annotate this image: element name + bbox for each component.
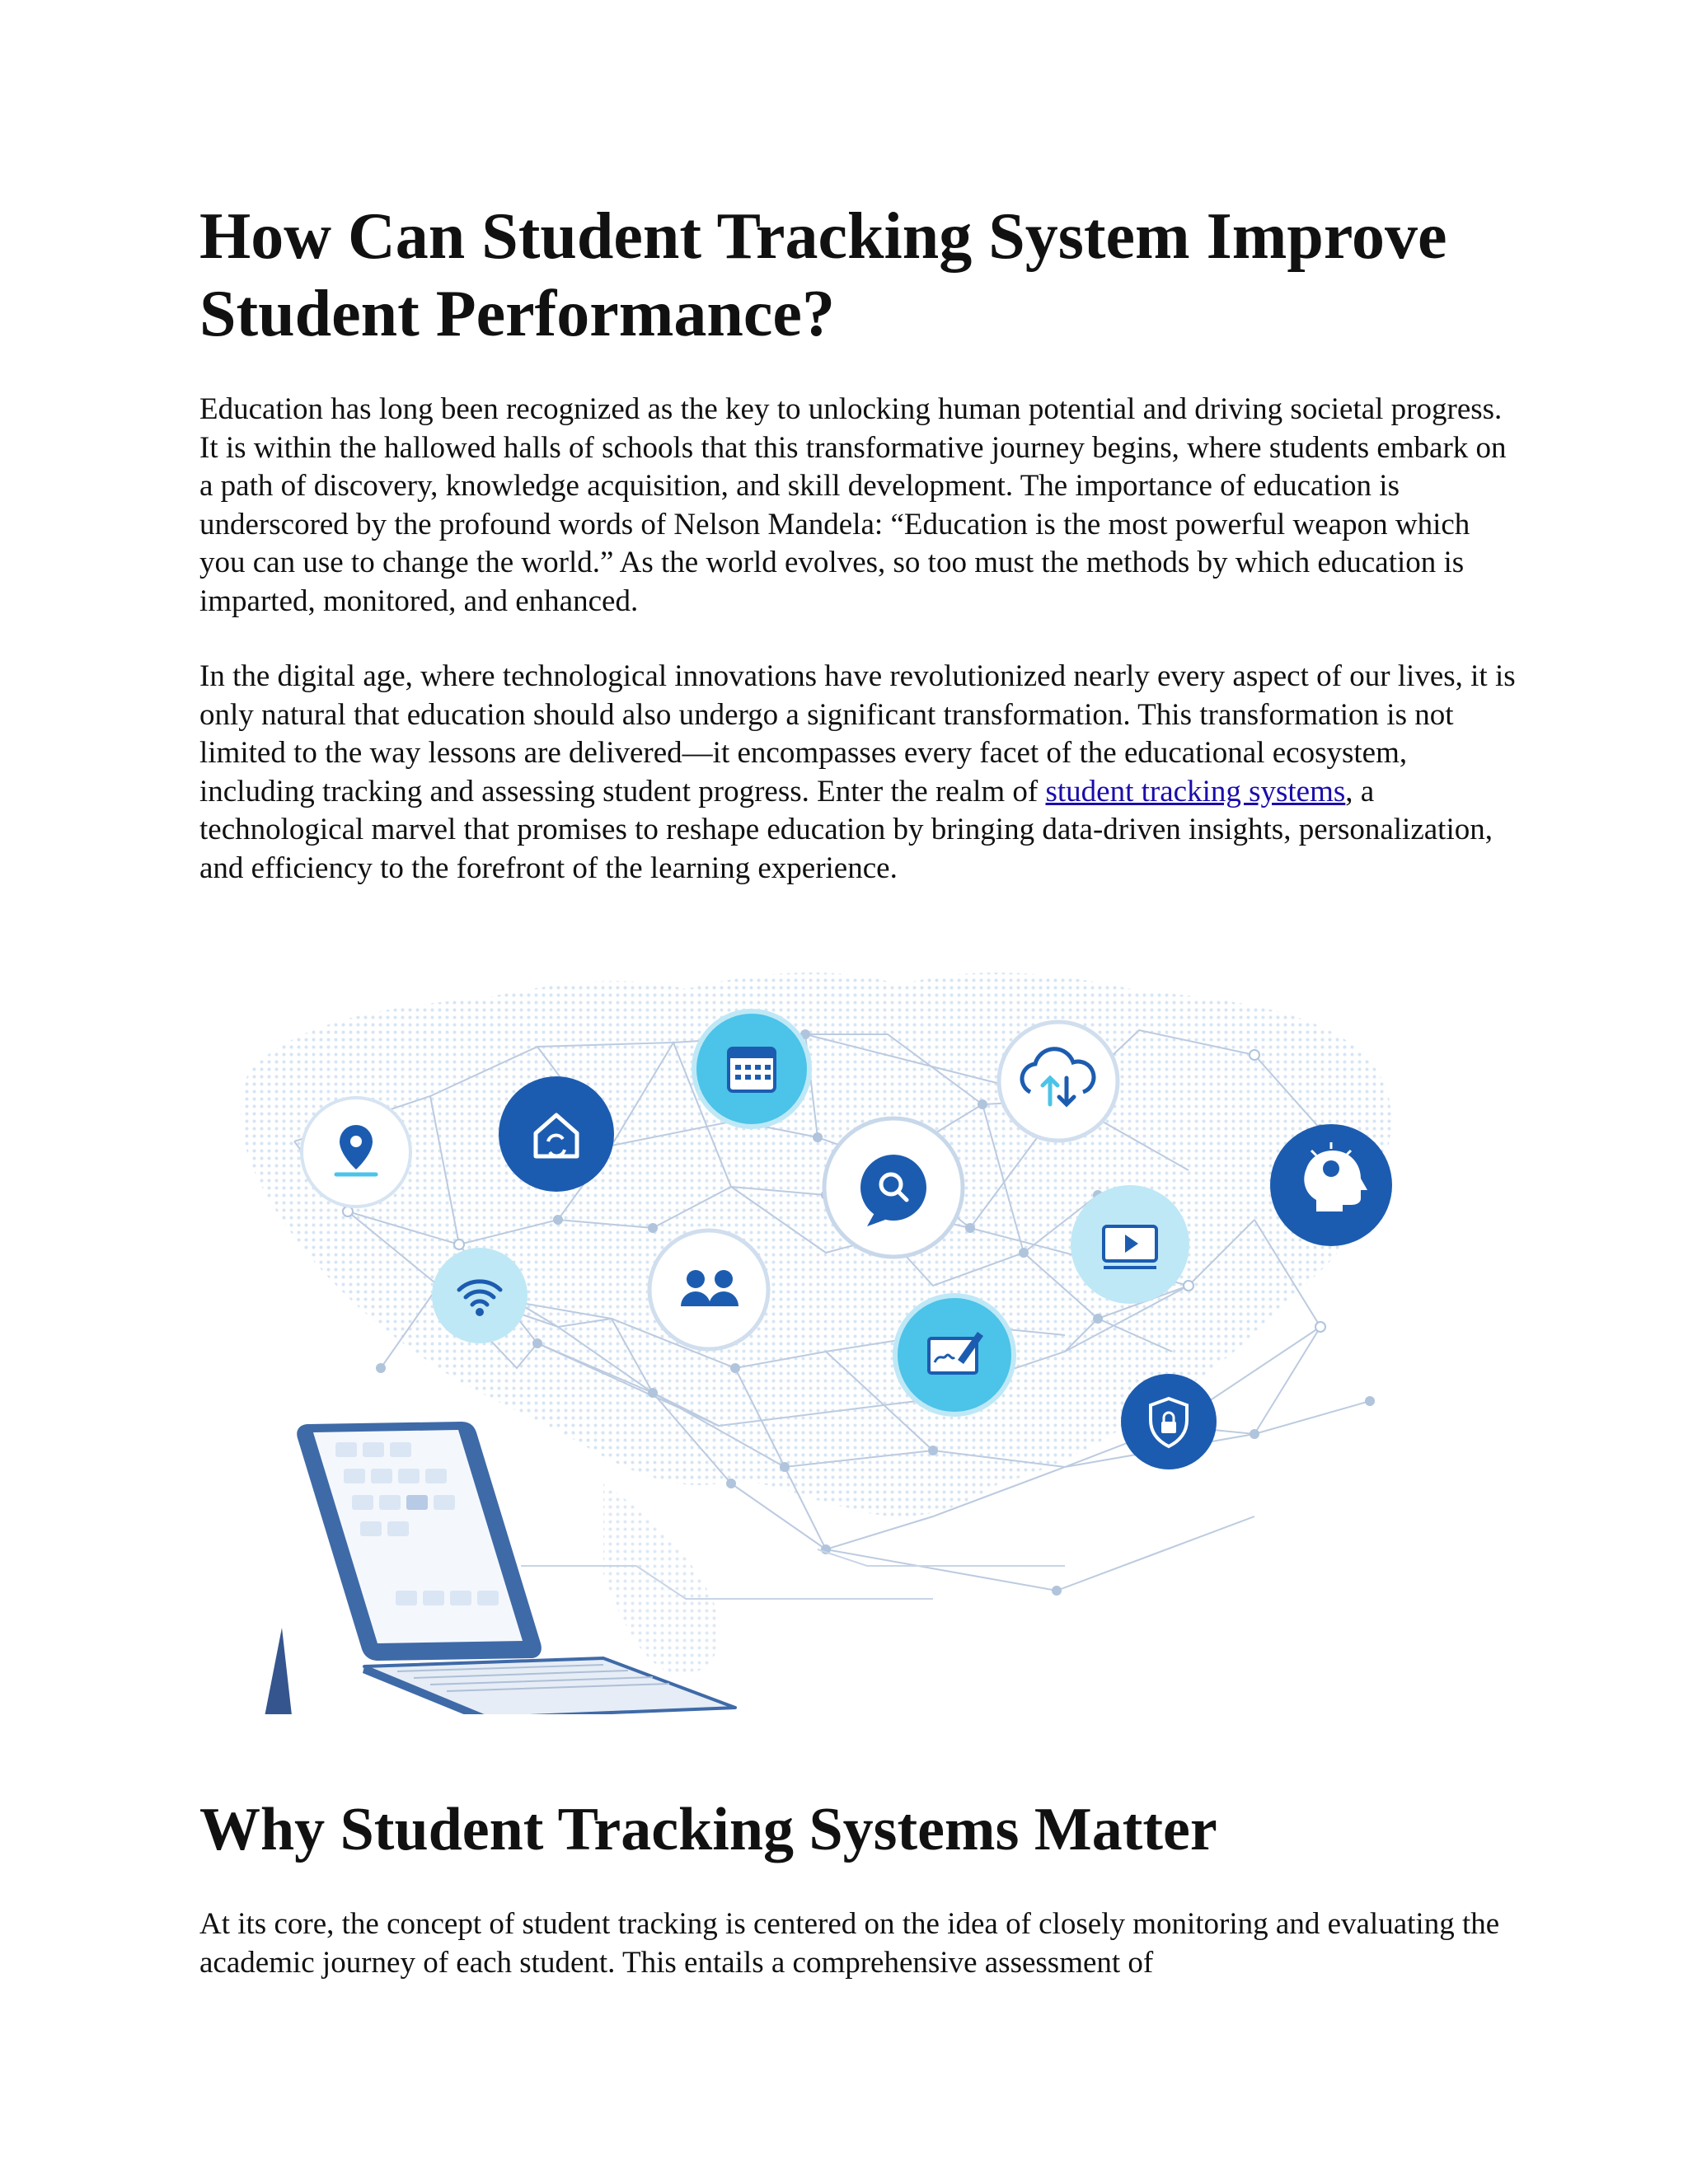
search-chat-icon <box>824 1118 963 1257</box>
second-paragraph-text-before: In the digital age, where technological innovations have revolutionized nearly every aspect of our lives, it is only natural that education should also undergo a significant transformation. This transformation is not limited to the way lessons are delivered—it encompasses every facet of the educational ecosystem, including tracking and assessing student progress. Enter the realm of <box>199 659 1516 808</box>
home-sync-icon <box>499 1076 614 1192</box>
security-lock-icon <box>1121 1374 1217 1469</box>
article-title: How Can Student Tracking System Improve Student Performance? <box>199 200 1447 350</box>
signature-icon <box>895 1296 1014 1414</box>
decorative-circuit-lines <box>521 1549 1065 1599</box>
users-icon <box>649 1230 768 1349</box>
wifi-icon <box>432 1248 528 1343</box>
video-icon <box>1071 1185 1189 1304</box>
cloud-sync-icon <box>999 1022 1118 1141</box>
network-illustration <box>191 940 1452 1714</box>
calendar-icon <box>694 1011 809 1127</box>
second-paragraph <box>199 658 1518 888</box>
section-heading: Why Student Tracking Systems Matter <box>199 1796 1217 1863</box>
intro-paragraph: Education has long been recognized as the key to unlocking human potential and driving societal progress. It is within the hallowed halls of schools that this transformative journey begins, where students embark on a path of discovery, knowledge acquisition, and skill development. The importance of education is underscored by the profound words of Nelson Mandela: “Education is the most powerful weapon which you can use to change the world.” As the world evolves, so too must the methods by which education is imparted, monitored, and enhanced. <box>199 392 1507 618</box>
student-tracking-systems-link[interactable]: student tracking systems <box>1045 774 1346 808</box>
second-paragraph-text-after: , a technological marvel that promises to reshape education by bringing data-driven insights, personalization, and efficiency to the forefront of the learning experience. <box>199 774 1493 885</box>
section-paragraph: At its core, the concept of student tracking is centered on the idea of closely monitoring and evaluating the academic journey of each student. This entails a comprehensive assessment of <box>199 1907 1500 1980</box>
idea-head-icon <box>1270 1124 1392 1246</box>
location-pin-icon <box>302 1098 410 1207</box>
